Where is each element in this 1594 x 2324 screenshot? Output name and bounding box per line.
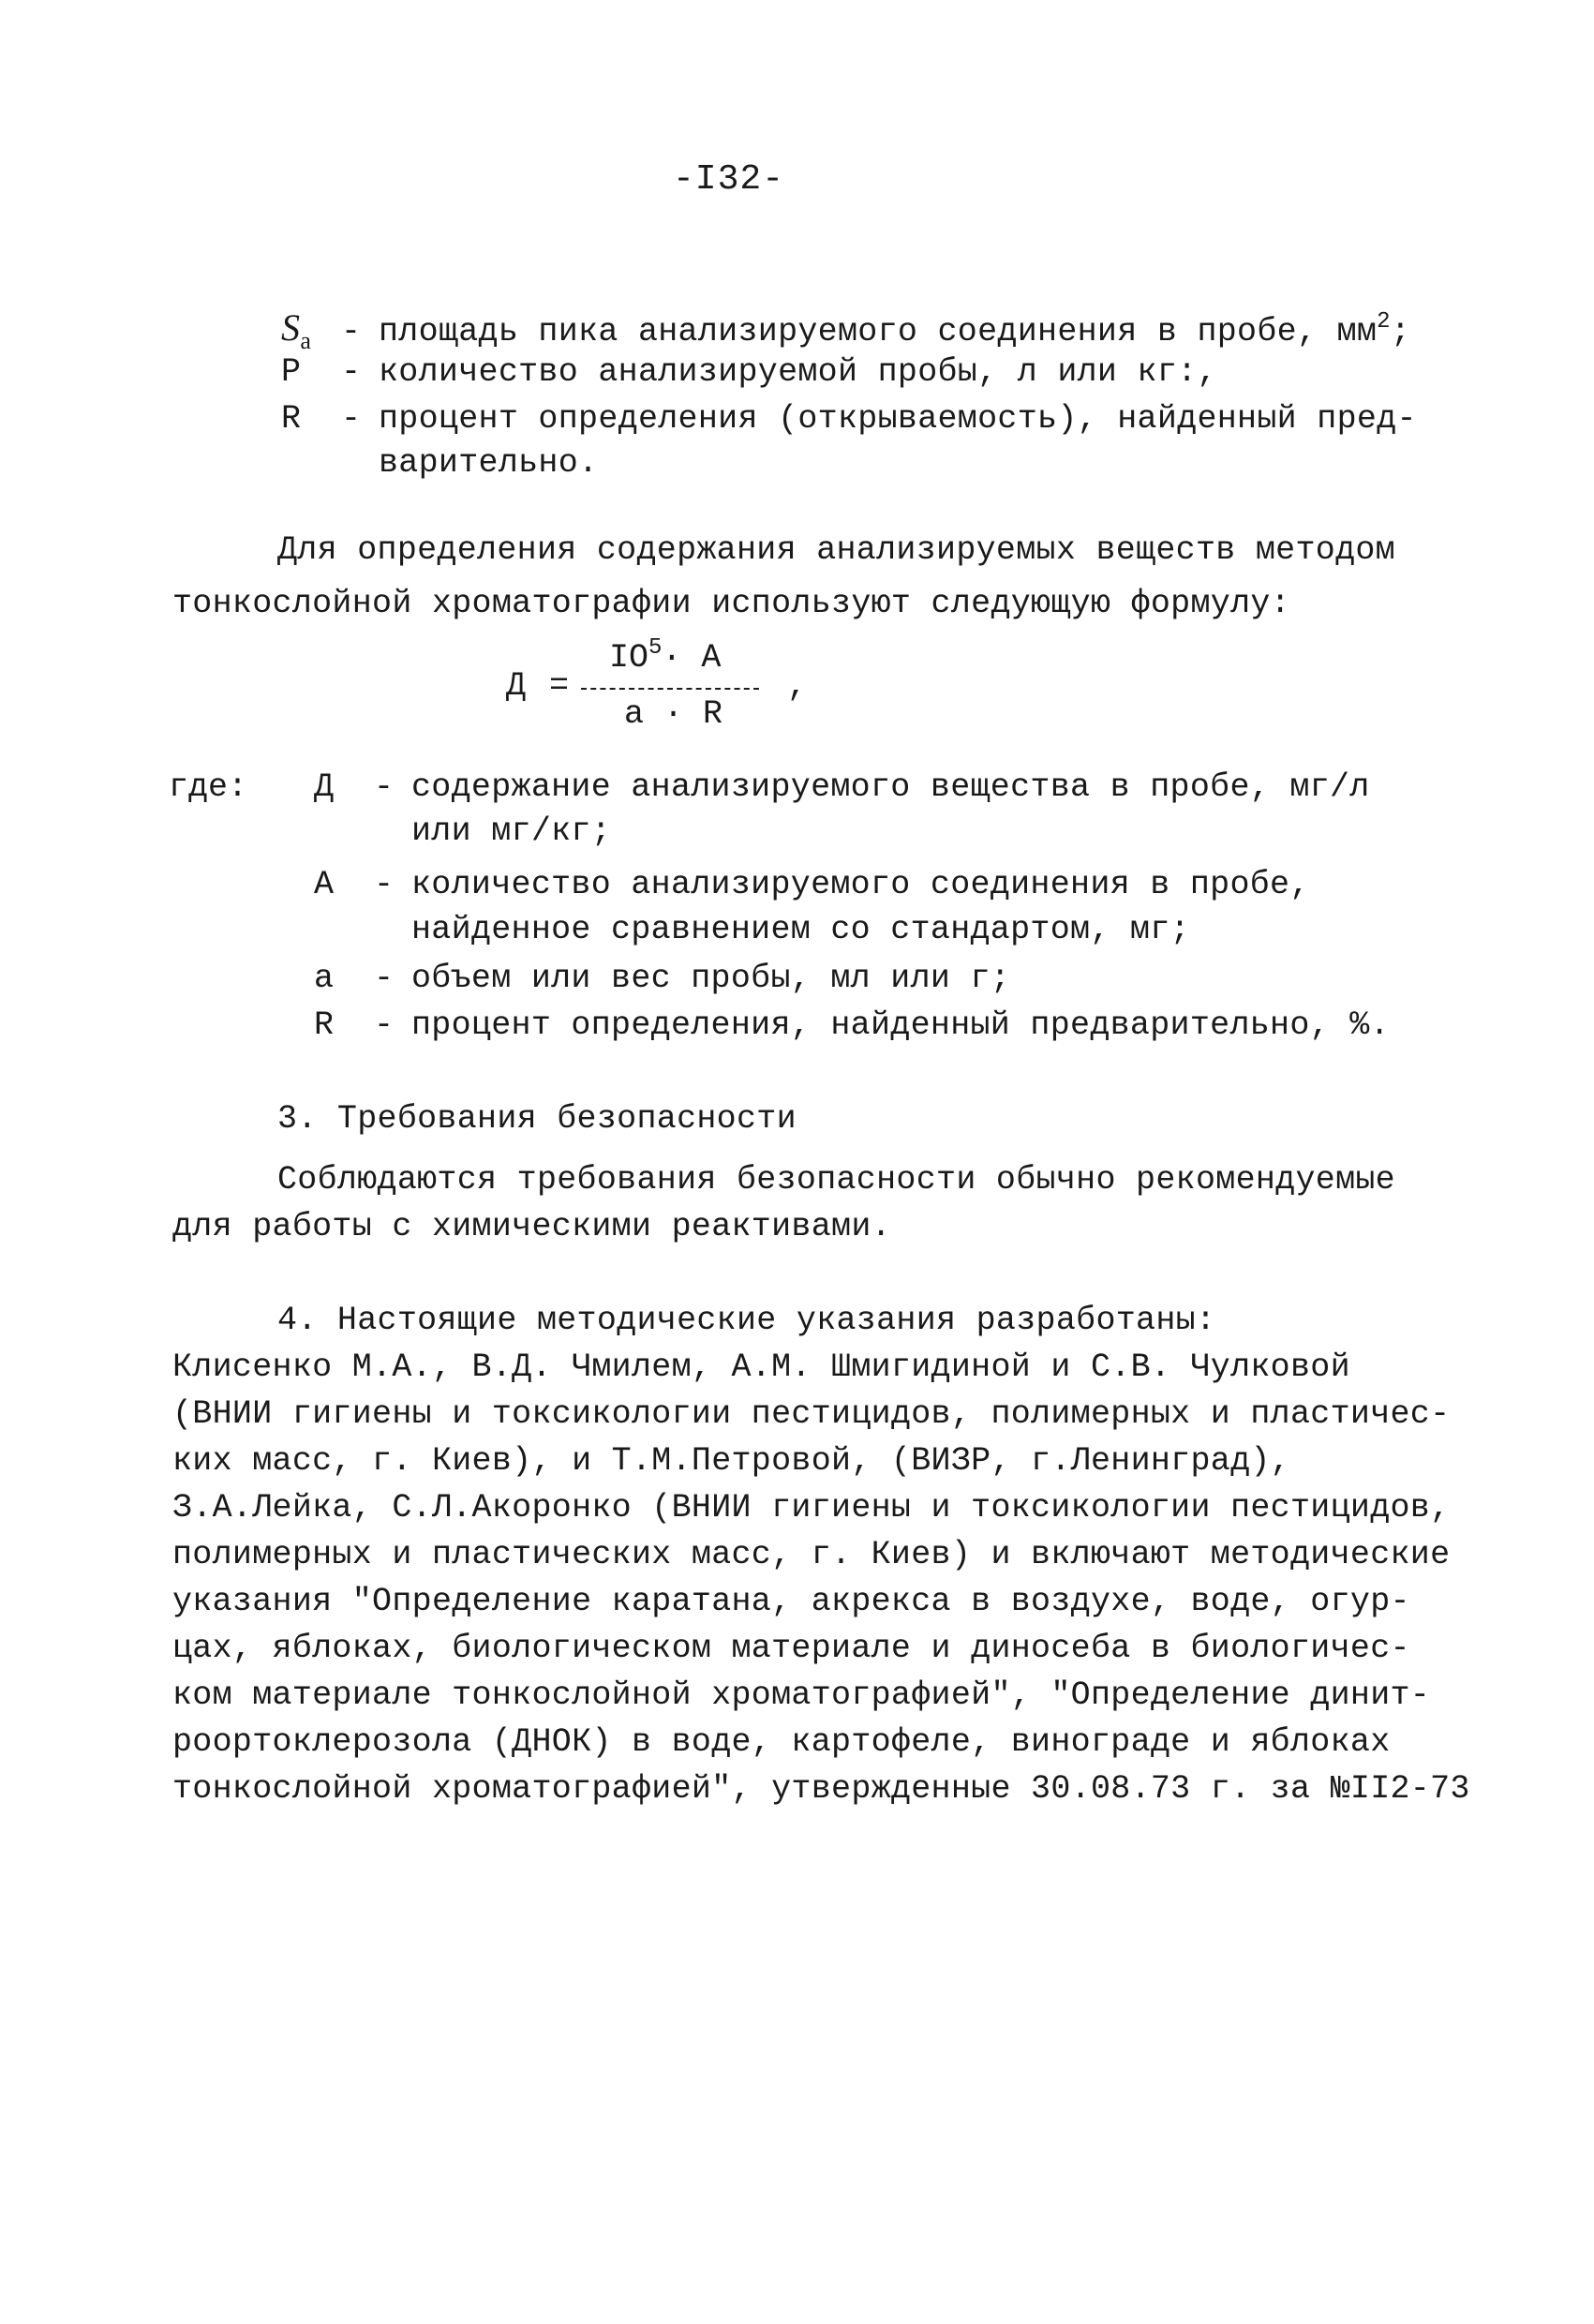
- section-4-line-5: З.А.Лейка, С.Л.Акоронко (ВНИИ гигиены и токсикологии пестицидов,: [172, 1489, 1451, 1527]
- definition-text: количество анализируемой пробы, л или кг:,: [379, 353, 1217, 391]
- section-3-heading: 3. Требования безопасности: [277, 1100, 797, 1138]
- definition-p: P - количество анализируемой пробы, л или кг:,: [281, 353, 1217, 391]
- definition-r-continuation: варительно.: [379, 444, 599, 482]
- definition-text: количество анализируемого соединения в пробе,: [411, 866, 1310, 903]
- where-label: где:: [169, 768, 248, 806]
- definition-symbol: R: [314, 1006, 335, 1044]
- definition-symbol: A: [314, 866, 335, 903]
- section-3-line-2: для работы с химическими реактивами.: [172, 1208, 891, 1245]
- definition-d: Д - содержание анализируемого вещества в пробе, мг/л: [314, 768, 1370, 806]
- definition-d-continuation: или мг/кг;: [411, 812, 612, 850]
- section-4-line-3: (ВНИИ гигиены и токсикологии пестицидов, полимерных и пластичес-: [172, 1395, 1451, 1433]
- definition-text: объем или вес пробы, мл или г;: [411, 960, 1011, 997]
- definition-text: содержание анализируемого вещества в пробе, мг/л: [411, 768, 1370, 806]
- definition-a-lower: a - объем или вес пробы, мл или г;: [314, 960, 1011, 997]
- section-4-line-4: ких масс, г. Киев), и Т.М.Петровой, (ВИЗР, г.Ленинград),: [172, 1442, 1290, 1480]
- definition-symbol: P: [281, 353, 302, 391]
- formula-trailing: ,: [787, 667, 808, 705]
- definition-text: площадь пика анализируемого соединения в пробе, мм: [379, 313, 1378, 350]
- definition-text: процент определения (открываемость), найденный пред-: [379, 400, 1417, 438]
- section-4-line-7: указания "Определение каратана, акрекса в воздухе, воде, огур-: [172, 1583, 1410, 1620]
- definition-symbol: a: [314, 960, 335, 997]
- definition-r: R - процент определения (открываемость), найденный пред-: [281, 400, 1417, 438]
- definition-r-lower: R - процент определения, найденный предварительно, %.: [314, 1006, 1390, 1044]
- section-4-line-11: тонкослойной хроматографией", утвержденные 30.08.73 г. за №II2-73: [172, 1770, 1470, 1808]
- section-4-line-2: Клисенко М.А., В.Д. Чмилем, А.М. Шмигидиной и С.В. Чулковой: [172, 1348, 1350, 1386]
- section-3-line-1: Соблюдаются требования безопасности обычно рекомендуемые: [277, 1161, 1395, 1199]
- definition-superscript: 2: [1377, 309, 1391, 335]
- section-4-line-8: цах, яблоках, биологическом материале и диносеба в биологичес-: [172, 1630, 1410, 1667]
- formula-lhs: Д: [506, 667, 527, 705]
- definition-symbol: R: [281, 400, 302, 438]
- fraction-bar: [581, 688, 759, 690]
- section-4-line-6: полимерных и пластических масс, г. Киев) и включают методические: [172, 1536, 1451, 1573]
- definition-sa: $S_a$ - площадь пика анализируемого соединения в пробе, $мм^2$;: [281, 307, 1410, 362]
- definition-symbol: $S_a$: [281, 306, 312, 354]
- section-4-line-9: ком материале тонкослойной хроматографией", "Определение динит-: [172, 1676, 1431, 1714]
- formula-denominator: a · R: [624, 695, 723, 733]
- definition-text: процент определения, найденный предварительно, %.: [411, 1006, 1390, 1044]
- formula-numerator: $IO^5\cdot A$: [609, 635, 722, 677]
- section-4-line-1: 4. Настоящие методические указания разработаны:: [277, 1302, 1216, 1339]
- page-number: -I32-: [673, 159, 785, 200]
- definition-a-upper: A - количество анализируемого соединения в пробе,: [314, 866, 1310, 903]
- definition-symbol: Д: [314, 768, 335, 806]
- intro-line-1: Для определения содержания анализируемых веществ методом: [277, 531, 1395, 569]
- formula-equals: =: [549, 667, 570, 705]
- intro-line-2: тонкослойной хроматографии используют следующую формулу:: [172, 585, 1290, 622]
- definition-a-upper-continuation: найденное сравнением со стандартом, мг;: [411, 911, 1190, 948]
- formula: [506, 635, 843, 742]
- section-4-line-10: роортоклерозола (ДНОК) в воде, картофеле, винограде и яблоках: [172, 1723, 1391, 1761]
